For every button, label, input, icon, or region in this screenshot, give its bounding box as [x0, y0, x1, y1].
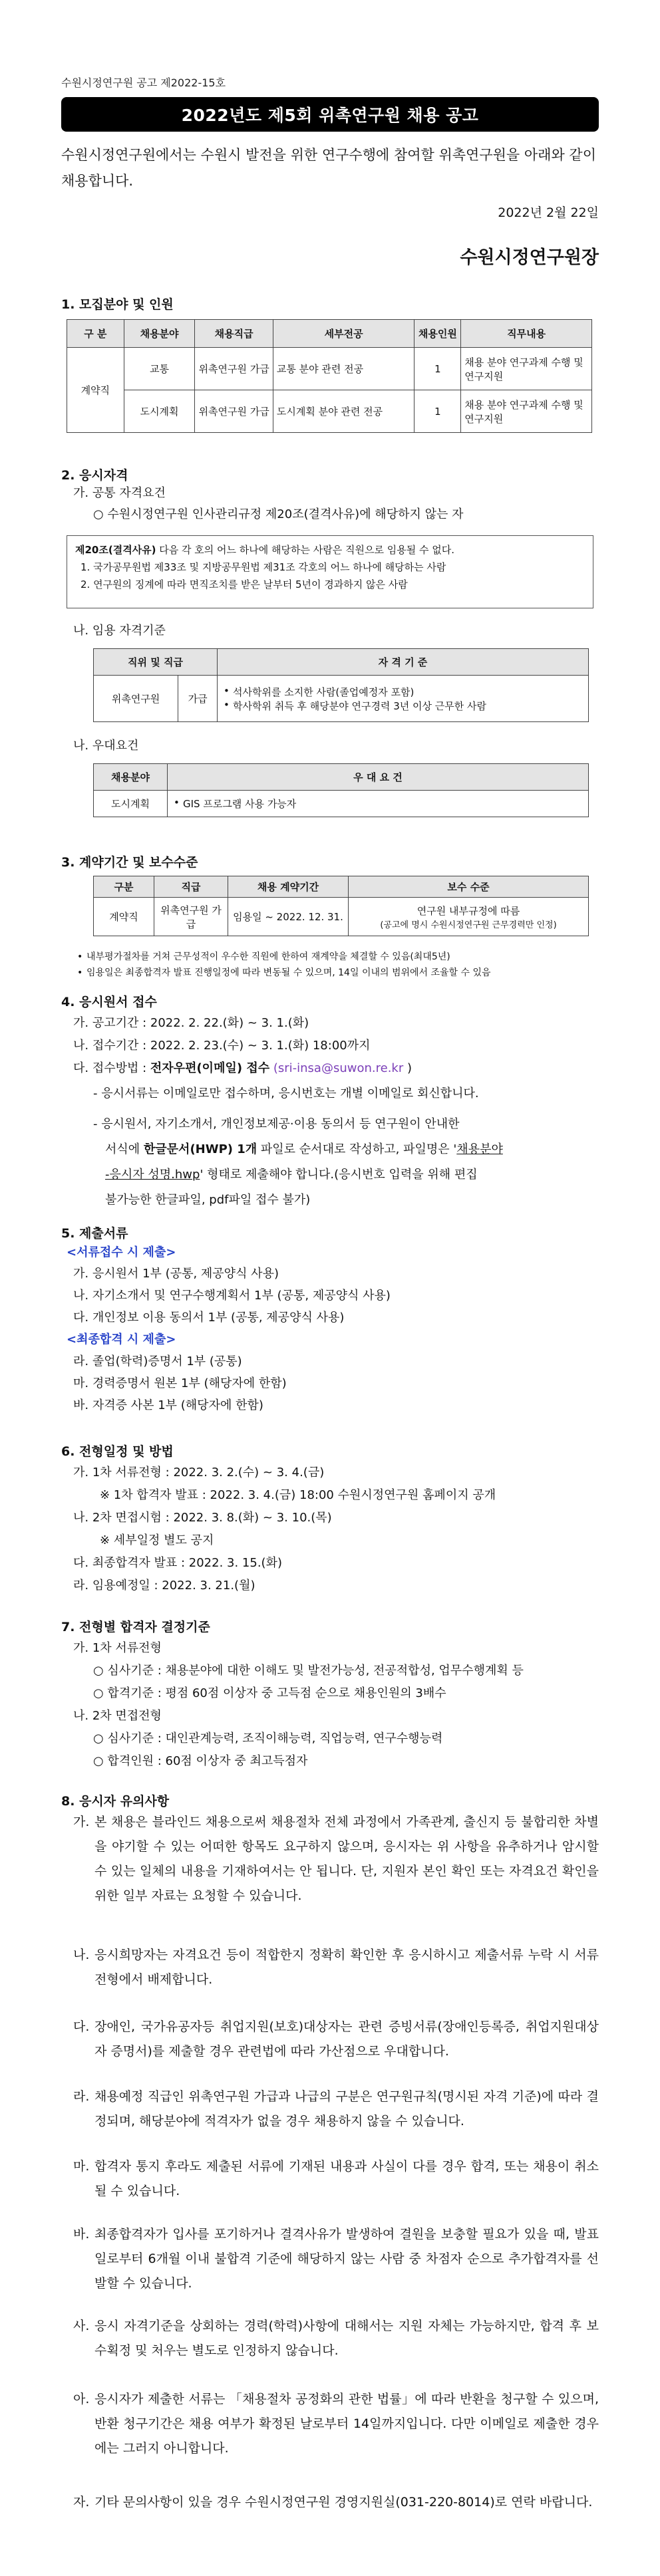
- caution-mark: 바.: [73, 2227, 90, 2242]
- caution-mark: 나.: [73, 1948, 90, 1962]
- caution-mark: 아.: [73, 2392, 90, 2406]
- table-cell: 채용 분야 연구과제 수행 및 연구지원: [461, 348, 592, 390]
- table-cell: 도시계획: [94, 791, 168, 817]
- table-header: 직위 및 직급: [94, 649, 218, 676]
- table-header-row: [67, 320, 592, 348]
- email-only-note: - 응시서류는 이메일로만 접수하며, 응시번호는 개별 이메일로 회신합니다.: [93, 1087, 479, 1100]
- section-1-title: 1. 모집분야 및 인원: [61, 297, 174, 312]
- schedule-note: ※ 1차 합격자 발표 : 2022. 3. 4.(금) 18:00 수원시정연구원 홈페이지 공개: [100, 1488, 496, 1502]
- notice-title: 2022년도 제5회 위촉연구원 채용 공고: [61, 97, 599, 132]
- preference-heading: 나. 우대요건: [73, 739, 139, 753]
- list-item: • GIS 프로그램 사용 가능자: [183, 797, 585, 811]
- box-item-1: 1. 국가공무원법 제33조 및 지방공무원법 제31조 각호의 어느 하나에 해당하는 사람: [81, 561, 446, 573]
- table-cell: 교통: [124, 348, 195, 390]
- table-cell: 채용 분야 연구과제 수행 및 연구지원: [461, 390, 592, 433]
- table-cell: 도시계획: [124, 390, 195, 433]
- caution-text: 기타 문의사항이 있을 경우 수원시정연구원 경영지원실(031-220-8014)로 연락 바랍니다.: [94, 2495, 593, 2510]
- format-line: [93, 1137, 592, 1162]
- qualification-heading: 나. 임용 자격기준: [73, 624, 166, 638]
- table-cell: 1: [414, 348, 461, 390]
- section-8-title: 8. 응시자 유의사항: [61, 1794, 170, 1809]
- section-3-title: 3. 계약기간 및 보수수준: [61, 855, 198, 870]
- filename-pattern: 채용분야: [456, 1142, 503, 1156]
- schedule-item: 다. 최종합격자 발표 : 2022. 3. 15.(화): [73, 1556, 282, 1570]
- document-item: 바. 자격증 사본 1부 (해당자에 한함): [73, 1398, 263, 1412]
- preference-table: [93, 763, 589, 817]
- document-item: 가. 응시원서 1부 (공통, 제공양식 사용): [73, 1267, 279, 1281]
- format-text: 파일로 순서대로 작성하고, 파일명은 ': [257, 1142, 457, 1156]
- caution-mark: 마.: [73, 2159, 90, 2174]
- table-row: [94, 898, 589, 936]
- caution-text: 응시희망자는 자격요건 등이 적합한지 정확히 확인한 후 응시하시고 제출서류 누락 시 서류전형에서 배제합니다.: [94, 1948, 599, 1987]
- criteria-item: ○ 심사기준 : 대인관계능력, 조직이해능력, 직업능력, 연구수행능력: [93, 1732, 443, 1745]
- qualification-table: [93, 648, 589, 722]
- recruitment-table: [67, 319, 592, 433]
- table-header: 구 분: [67, 320, 124, 348]
- contract-table: [93, 876, 589, 936]
- table-header: 구분: [94, 876, 154, 898]
- intro-paragraph: 수원시정연구원에서는 수원시 발전을 위한 연구수행에 참여할 위촉연구원을 아래와 같이 채용합니다.: [61, 147, 596, 189]
- criteria-item: ○ 심사기준 : 채용분야에 대한 이해도 및 발전가능성, 전공적합성, 업무수행계획 등: [93, 1664, 524, 1678]
- table-row: [94, 791, 589, 817]
- format-line: - 응시원서, 자기소개서, 개인정보제공·이용 동의서 등 연구원이 안내한: [93, 1117, 460, 1131]
- section-2-title: 2. 응시자격: [61, 468, 128, 483]
- document-item: 나. 자기소개서 및 연구수행계획서 1부 (공통, 제공양식 사용): [73, 1289, 391, 1303]
- filename-pattern: -응시자 성명.hwp: [105, 1168, 200, 1182]
- schedule-item: 라. 임용예정일 : 2022. 3. 21.(월): [73, 1579, 255, 1593]
- caution-text: 본 채용은 블라인드 채용으로써 채용절차 전체 과정에서 가족관계, 출신지 등 불합리한 차별을 야기할 수 있는 어떠한 항목도 요구하지 않으며, 응시자는 위 사항을 유추하거나 암시할 수 있는 일체의 내용을 기재하여서는 안 됩니다. 단, 지원자 본인 확인 또는 자격요건 확인을 위한 일부 자료는 요청할 수 있습니다.: [94, 1815, 599, 1903]
- list-item: • 학사학위 취득 후 해당분야 연구경력 3년 이상 근무한 사람: [233, 699, 585, 713]
- caution-item: [73, 1943, 599, 1992]
- table-header-row: [94, 876, 589, 898]
- caution-item: [73, 2490, 599, 2515]
- method-close: ): [403, 1061, 412, 1075]
- box-text: 다음 각 호의 어느 하나에 해당하는 사람은 직원으로 임용될 수 없다.: [156, 544, 454, 556]
- format-text: 서식에: [105, 1142, 144, 1156]
- table-cell: [168, 791, 589, 817]
- document-submission-heading: <서류접수 시 제출>: [67, 1245, 176, 1259]
- format-line: [93, 1162, 592, 1188]
- table-cell: 임용일 ~ 2022. 12. 31.: [228, 898, 349, 936]
- method-value: 전자우편(이메일) 접수: [150, 1061, 270, 1075]
- caution-text: 최종합격자가 입사를 포기하거나 결격사유가 발생하여 결원을 보충할 필요가 있을 때, 발표일로부터 6개월 이내 불합격 기준에 해당하지 않는 사람 중 차점자 순으로 추가합격자를 선발할 수 있습니다.: [94, 2227, 599, 2291]
- document-item: 다. 개인정보 이용 동의서 1부 (공통, 제공양식 사용): [73, 1311, 345, 1325]
- preference-list: [171, 797, 585, 811]
- table-row: [67, 390, 592, 433]
- application-period: 나. 접수기간 : 2022. 2. 23.(수) ~ 3. 1.(화) 18:00까지: [73, 1039, 371, 1053]
- caution-mark: 다.: [73, 2019, 90, 2034]
- notice-date: 2022년 2월 22일: [498, 205, 599, 220]
- section-6-title: 6. 전형일정 및 방법: [61, 1444, 174, 1459]
- table-header: 직급: [154, 876, 228, 898]
- table-cell: 위촉연구원: [94, 676, 178, 722]
- box-lead: 제20조(결격사유): [75, 544, 156, 556]
- qualification-list: [221, 685, 585, 713]
- caution-text: 응시자가 제출한 서류는 「채용절차 공정화의 관한 법률」에 따라 반환을 청구할 수 있으며, 반환 청구기간은 채용 여부가 확정된 날로부터 14일까지입니다. 다만 이메일로 제출한 경우에는 그러지 아니합니다.: [94, 2392, 599, 2456]
- table-header: 보수 수준: [349, 876, 589, 898]
- table-row: [94, 676, 589, 722]
- table-header: 직무내용: [461, 320, 592, 348]
- common-requirement-item: ○ 수원시정연구원 인사관리규정 제20조(결격사유)에 해당하지 않는 자: [93, 507, 464, 521]
- posting-period: 가. 공고기간 : 2022. 2. 22.(화) ~ 3. 1.(화): [73, 1016, 309, 1030]
- table-cell: 위촉연구원 가급: [195, 348, 273, 390]
- table-cell: 계약직: [94, 898, 154, 936]
- table-header: 채용 계약기간: [228, 876, 349, 898]
- criteria-item: ○ 합격인원 : 60점 이상자 중 최고득점자: [93, 1754, 308, 1768]
- table-row: [67, 348, 592, 390]
- caution-text: 장애인, 국가유공자등 취업지원(보호)대상자는 관련 증빙서류(장애인등록증, 취업지원대상자 증명서)를 제출할 경우 관련법에 따라 가산점으로 우대합니다.: [94, 2019, 599, 2059]
- caution-mark: 가.: [73, 1815, 90, 1829]
- table-cell: 위촉연구원 가급: [154, 898, 228, 936]
- pay-note: (공고에 명시 수원시정연구원 근무경력만 인정): [380, 920, 557, 930]
- table-header-row: [94, 764, 589, 791]
- box-item-2: 2. 연구원의 징계에 따라 면직조치를 받은 날부터 5년이 경과하지 않은 사람: [81, 579, 408, 590]
- table-header: 채용인원: [414, 320, 461, 348]
- contact-email[interactable]: (sri-insa@suwon.re.kr: [269, 1061, 404, 1075]
- document-item: 라. 졸업(학력)증명서 1부 (공통): [73, 1354, 242, 1368]
- document-item: 마. 경력증명서 원본 1부 (해당자에 한함): [73, 1376, 287, 1390]
- table-header: 자 격 기 준: [218, 649, 589, 676]
- caution-item: [73, 2154, 599, 2204]
- common-requirements-heading: 가. 공통 자격요건: [73, 486, 166, 500]
- method-label: 다. 접수방법 :: [73, 1061, 150, 1075]
- criteria-heading: 가. 1차 서류전형: [73, 1641, 162, 1655]
- contract-notes: [75, 949, 605, 981]
- issuer-name: 수원시정연구원장: [460, 247, 599, 268]
- disqualification-box: [67, 535, 593, 608]
- pay-line: 연구원 내부규정에 따름: [416, 904, 520, 917]
- table-cell: 가급: [178, 676, 218, 722]
- table-header: 채용분야: [94, 764, 168, 791]
- format-instructions: [93, 1112, 592, 1213]
- section-7-title: 7. 전형별 합격자 결정기준: [61, 1620, 210, 1634]
- list-item: • 석사학위를 소지한 사람(졸업예정자 포함): [233, 685, 585, 699]
- criteria-item: ○ 합격기준 : 평점 60점 이상자 중 고득점 순으로 채용인원의 3배수: [93, 1686, 446, 1700]
- table-header: 세부전공: [273, 320, 414, 348]
- schedule-item: 가. 1차 서류전형 : 2022. 3. 2.(수) ~ 3. 4.(금): [73, 1466, 325, 1480]
- final-submission-heading: <최종합격 시 제출>: [67, 1333, 176, 1347]
- table-cell: 도시계획 분야 관련 전공: [273, 390, 414, 433]
- list-item: • 임용일은 최종합격자 발표 진행일정에 따라 변동될 수 있으며, 14일 이내의 범위에서 조율할 수 있음: [86, 965, 605, 981]
- caution-mark: 라.: [73, 2089, 90, 2104]
- caution-item: [73, 2222, 599, 2296]
- table-cell-category: 계약직: [67, 348, 124, 433]
- table-header: 우 대 요 건: [168, 764, 589, 791]
- format-file-type: 한글문서(HWP) 1개: [143, 1142, 257, 1156]
- notice-number: 수원시정연구원 공고 제2022-15호: [61, 76, 226, 89]
- format-line: 불가능한 한글파일, pdf파일 접수 불가): [105, 1193, 311, 1207]
- caution-item: [73, 2015, 599, 2064]
- application-method: [73, 1061, 412, 1077]
- schedule-item: 나. 2차 면접시험 : 2022. 3. 8.(화) ~ 3. 10.(목): [73, 1511, 332, 1525]
- schedule-note: ※ 세부일정 별도 공지: [100, 1533, 214, 1547]
- caution-text: 응시 자격기준을 상회하는 경력(학력)사항에 대해서는 지원 자체는 가능하지만, 합격 후 보수획정 및 처우는 별도로 인정하지 않습니다.: [94, 2319, 599, 2358]
- table-header: 채용분야: [124, 320, 195, 348]
- format-text: ' 형태로 제출해야 합니다.(응시번호 입력을 위해 편집: [200, 1168, 478, 1182]
- section-4-title: 4. 응시원서 접수: [61, 995, 157, 1009]
- caution-text: 채용예정 직급인 위촉연구원 가급과 나급의 구분은 연구원규칙(명시된 자격 기준)에 따라 결정되며, 해당분야에 적격자가 없을 경우 채용하지 않을 수 있습니다.: [94, 2089, 599, 2128]
- caution-mark: 사.: [73, 2319, 90, 2333]
- table-header: 채용직급: [195, 320, 273, 348]
- caution-item: [73, 1810, 599, 1908]
- caution-text: 합격자 통지 후라도 제출된 서류에 기재된 내용과 사실이 다를 경우 합격, 또는 채용이 취소될 수 있습니다.: [94, 2159, 599, 2198]
- caution-item: [73, 2387, 599, 2461]
- table-header-row: [94, 649, 589, 676]
- caution-mark: 자.: [73, 2495, 90, 2510]
- table-cell: [349, 898, 589, 936]
- caution-item: [73, 2085, 599, 2134]
- list-item: • 내부평가절차를 거쳐 근무성적이 우수한 직원에 한하여 재계약을 체결할 수 있음(최대5년): [86, 949, 605, 965]
- table-cell: [218, 676, 589, 722]
- caution-item: [73, 2314, 599, 2363]
- table-cell: 교통 분야 관련 전공: [273, 348, 414, 390]
- table-cell: 위촉연구원 가급: [195, 390, 273, 433]
- section-5-title: 5. 제출서류: [61, 1226, 128, 1241]
- criteria-heading: 나. 2차 면접전형: [73, 1709, 162, 1723]
- table-cell: 1: [414, 390, 461, 433]
